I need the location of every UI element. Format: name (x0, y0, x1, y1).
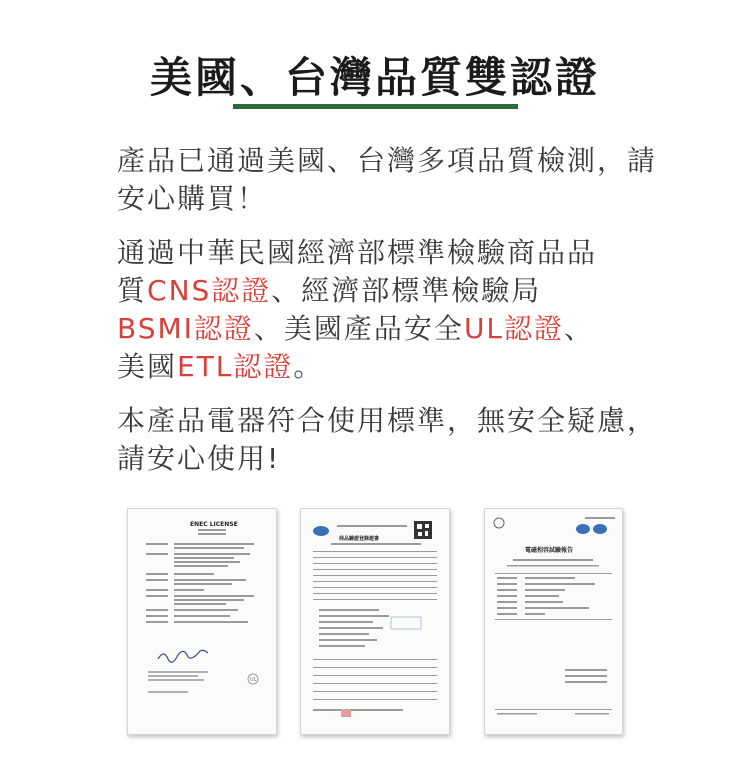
ul-cert-highlight: UL認證 (463, 312, 565, 345)
description-text (117, 142, 677, 494)
paragraph-certifications (117, 234, 677, 386)
bsmi-certificate-title: 商品驗證登錄證書 (339, 536, 380, 542)
certificate-gallery (0, 508, 750, 738)
svg-text:UL: UL (250, 677, 257, 683)
bsmi-cert-highlight: BSMI認證 (117, 312, 254, 345)
cns-cert-highlight: CNS認證 (147, 274, 272, 307)
cert-text-line2b: 、經濟部標準檢驗局 (271, 274, 542, 307)
enec-license-title: ENEC LICENSE (190, 521, 238, 528)
paragraph-safety: 本產品電器符合使用標準，無安全疑慮，請安心使用! (117, 404, 658, 475)
bsmi-certificate-page-image (301, 509, 449, 734)
cert-text-line4b: 。 (293, 350, 324, 383)
emc-test-report-document (484, 508, 623, 735)
etl-cert-highlight: ETL認證 (177, 350, 294, 383)
enec-license-page-image (128, 509, 276, 734)
title-underline (233, 104, 518, 109)
paragraph-quality-intro: 產品已通過美國、台灣多項品質檢測，請安心購買！ (117, 144, 658, 215)
cert-text-line4a: 美國 (117, 350, 178, 383)
emc-report-title: 電磁相容試驗報告 (525, 547, 574, 554)
emc-test-report-page-image (485, 509, 622, 734)
cert-text-line2a: 質 (117, 274, 148, 307)
cert-text-line3c: 、 (564, 312, 595, 345)
page-title: 美國、台灣品質雙認證 (149, 53, 600, 102)
cert-text-line1: 通過中華民國經濟部標準檢驗商品品 (117, 236, 598, 269)
enec-license-document (127, 508, 277, 735)
bsmi-certificate-document (300, 508, 450, 735)
cert-text-line3b: 、美國產品安全 (253, 312, 464, 345)
